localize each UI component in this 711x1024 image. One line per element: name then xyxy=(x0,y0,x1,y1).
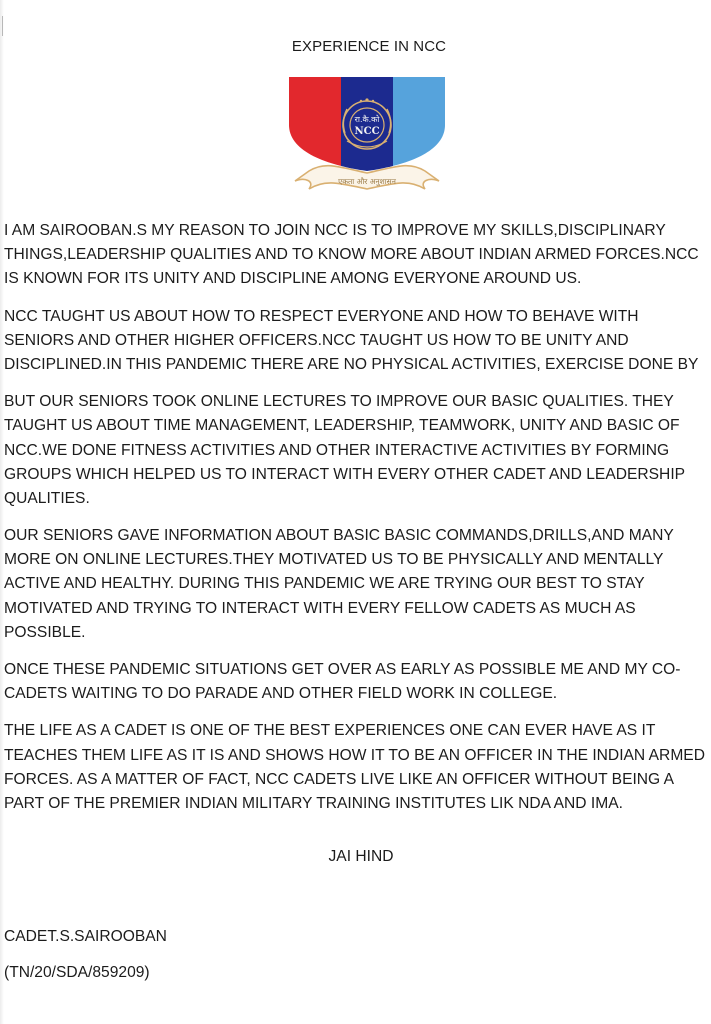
document-body xyxy=(4,219,711,829)
motto-text: एकता और अनुशासन xyxy=(338,177,396,186)
document-title: EXPERIENCE IN NCC xyxy=(291,38,447,55)
cadet-id: (TN/20/SDA/859209) xyxy=(4,964,150,981)
paragraph-line: POSSIBLE. xyxy=(4,623,86,641)
paragraph-line: MOTIVATED AND TRYING TO INTERACT WITH EVERY FELLOW CADETS AS MUCH AS xyxy=(4,599,636,617)
paragraph-line: IS KNOWN FOR ITS UNITY AND DISCIPLINE AMONG EVERYONE AROUND US. xyxy=(4,270,582,288)
paragraph xyxy=(4,305,711,378)
cadet-name: CADET.S.SAIROOBAN xyxy=(4,928,167,945)
paragraph-line: MORE ON ONLINE LECTURES.THEY MOTIVATED US TO BE PHYSICALLY AND MENTALLY xyxy=(4,551,664,569)
paragraph-line: CADETS WAITING TO DO PARADE AND OTHER FIELD WORK IN COLLEGE. xyxy=(4,685,558,703)
paragraph-line: GROUPS WHICH HELPED US TO INTERACT WITH EVERY OTHER CADET AND LEADERSHIP xyxy=(4,465,686,483)
paragraph-line: FORCES. AS A MATTER OF FACT, NCC CADETS LIVE LIKE AN OFFICER WITHOUT BEING A xyxy=(4,770,675,788)
emblem-devanagari: रा.कै.को xyxy=(354,115,380,124)
paragraph-line: BUT OUR SENIORS TOOK ONLINE LECTURES TO IMPROVE OUR BASIC QUALITIES. THEY xyxy=(4,393,674,411)
sign-off: JAI HIND xyxy=(328,848,394,865)
paragraph-line: PART OF THE PREMIER INDIAN MILITARY TRAINING INSTITUTES LIK NDA AND IMA. xyxy=(4,794,623,812)
paragraph xyxy=(4,719,711,816)
paragraph-line: THINGS,LEADERSHIP QUALITIES AND TO KNOW MORE ABOUT INDIAN ARMED FORCES.NCC xyxy=(4,246,699,264)
text-cursor xyxy=(2,16,3,36)
paragraph-line: SENIORS AND OTHER HIGHER OFFICERS.NCC TAUGHT US HOW TO BE UNITY AND xyxy=(4,331,629,349)
paragraph-line: QUALITIES. xyxy=(4,489,90,507)
paragraph-line: DISCIPLINED.IN THIS PANDEMIC THERE ARE NO PHYSICAL ACTIVITIES, EXERCISE DONE BY xyxy=(4,355,699,373)
ncc-logo xyxy=(279,73,455,197)
paragraph xyxy=(4,390,711,511)
paragraph-line: I AM SAIROOBAN.S MY REASON TO JOIN NCC IS TO IMPROVE MY SKILLS,DISCIPLINARY xyxy=(4,222,666,239)
paragraph-line: NCC.WE DONE FITNESS ACTIVITIES AND OTHER INTERACTIVE ACTIVITIES BY FORMING xyxy=(4,441,670,459)
paragraph-line: ONCE THESE PANDEMIC SITUATIONS GET OVER AS EARLY AS POSSIBLE ME AND MY CO- xyxy=(4,661,681,678)
paragraph-line: OUR SENIORS GAVE INFORMATION ABOUT BASIC BASIC COMMANDS,DRILLS,AND MANY xyxy=(4,527,674,545)
paragraph xyxy=(4,658,711,706)
paragraph-line: TAUGHT US ABOUT TIME MANAGEMENT, LEADERSHIP, TEAMWORK, UNITY AND BASIC OF xyxy=(4,417,680,435)
paragraph xyxy=(4,219,711,292)
paragraph-line: THE LIFE AS A CADET IS ONE OF THE BEST EXPERIENCES ONE CAN EVER HAVE AS IT xyxy=(4,722,656,740)
paragraph-line: NCC TAUGHT US ABOUT HOW TO RESPECT EVERYONE AND HOW TO BEHAVE WITH xyxy=(4,307,639,325)
emblem-ncc: NCC xyxy=(354,126,380,137)
paragraph xyxy=(4,524,711,645)
paragraph-line: ACTIVE AND HEALTHY. DURING THIS PANDEMIC WE ARE TRYING OUR BEST TO STAY xyxy=(4,575,645,593)
paragraph-line: TEACHES THEM LIFE AS IT IS AND SHOWS HOW IT TO BE AN OFFICER IN THE INDIAN ARMED xyxy=(4,746,705,764)
